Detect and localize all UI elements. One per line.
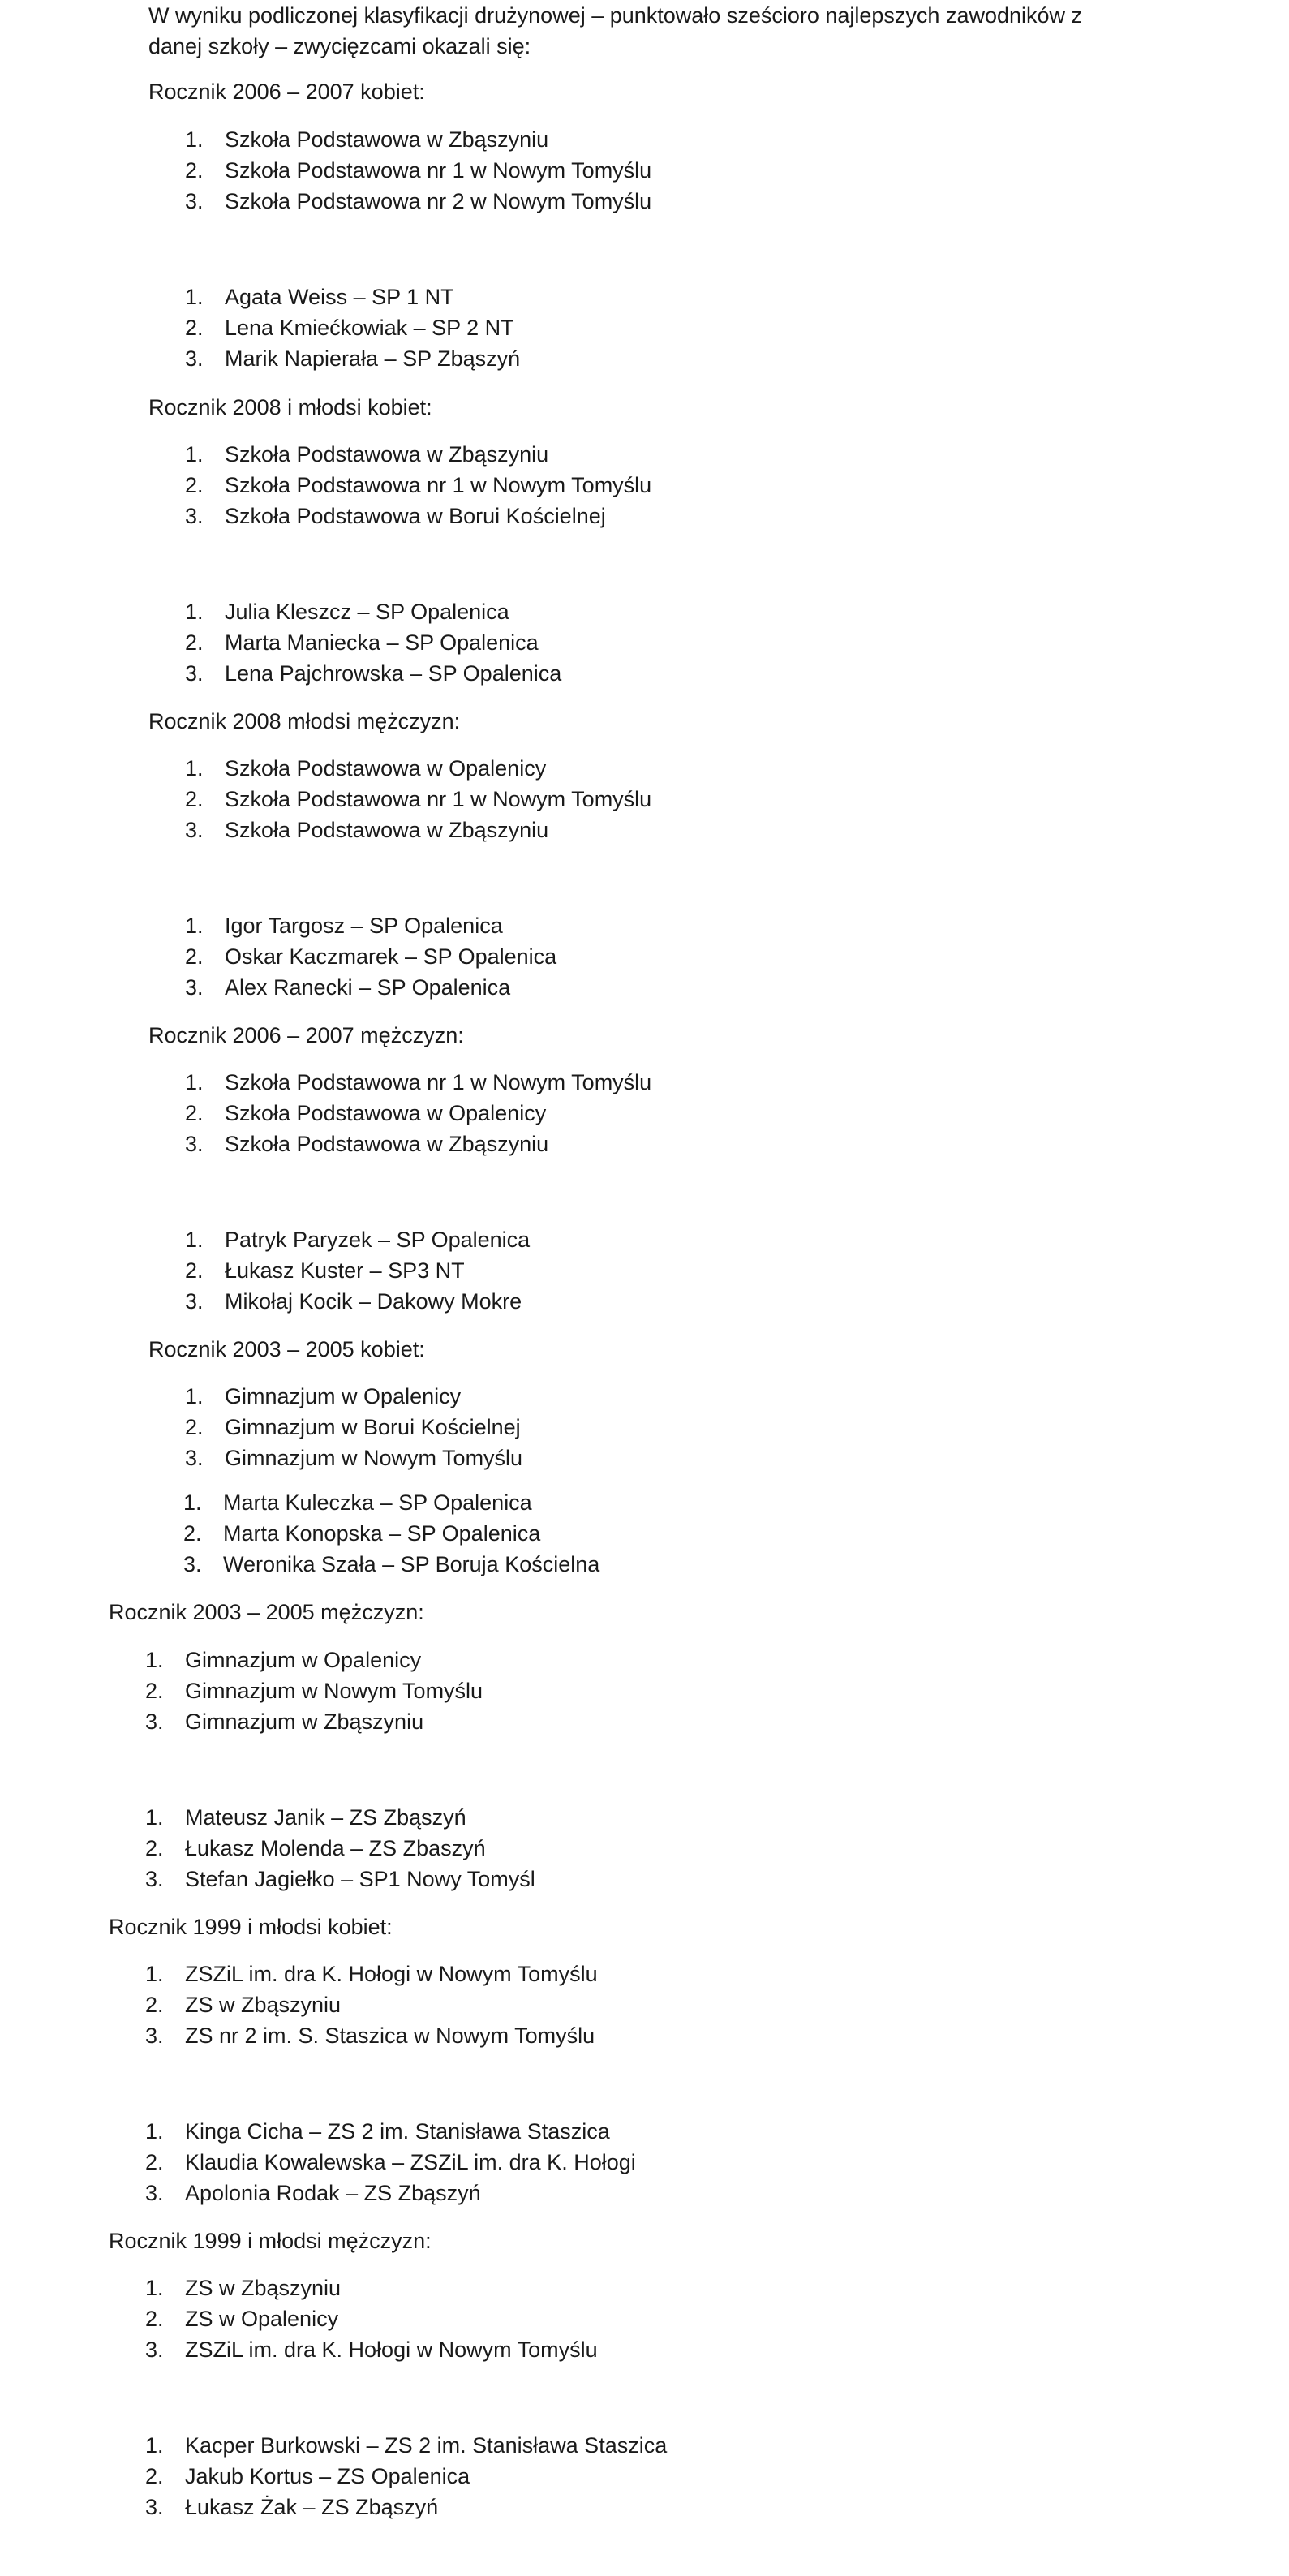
individual-results-list [185,596,562,689]
section-heading: Rocznik 2003 – 2005 kobiet: [148,1337,425,1361]
list-item: 3. Szkoła Podstawowa w Borui Kościelnej [185,504,606,528]
list-item: 2. Oskar Kaczmarek – SP Opalenica [185,944,557,969]
list-item: 1. Szkoła Podstawowa nr 1 w Nowym Tomyślu [185,1070,652,1094]
list-item: 1. ZSZiL im. dra K. Hołogi w Nowym Tomyślu [145,1962,598,1986]
list-item: 1. Gimnazjum w Opalenicy [185,1384,462,1408]
section-heading: Rocznik 2006 – 2007 mężczyzn: [148,1023,464,1047]
team-results-list [145,2273,598,2365]
list-item: 2. Łukasz Molenda – ZS Zbaszyń [145,1836,486,1860]
team-results-list [185,1067,652,1159]
section-heading: Rocznik 1999 i młodsi mężczyzn: [109,2229,432,2253]
list-item: 3. Apolonia Rodak – ZS Zbąszyń [145,2181,481,2205]
individual-results-list [185,282,521,374]
list-item: 2. Szkoła Podstawowa nr 1 w Nowym Tomyślu [185,787,652,811]
intro-line-1: W wyniku podliczonej klasyfikacji drużynowej – punktowało sześcioro najlepszych zawodników z [148,3,1083,28]
list-item: 1. Szkoła Podstawowa w Zbąszyniu [185,442,549,467]
list-item: 2. Szkoła Podstawowa w Opalenicy [185,1101,547,1125]
list-item: 1. Kinga Cicha – ZS 2 im. Stanisława Staszica [145,2119,610,2144]
intro-paragraph [148,0,1122,62]
list-item: 2. Gimnazjum w Nowym Tomyślu [145,1679,483,1703]
list-item: 3. Szkoła Podstawowa w Zbąszyniu [185,818,549,842]
list-item: 3. Alex Ranecki – SP Opalenica [185,975,511,1000]
individual-results-list [185,910,557,1003]
list-item: 1. Igor Targosz – SP Opalenica [185,914,503,938]
list-item: 1. Julia Kleszcz – SP Opalenica [185,600,509,624]
section-heading: Rocznik 2003 – 2005 mężczyzn: [109,1600,424,1624]
list-item: 1. Gimnazjum w Opalenicy [145,1648,422,1672]
list-item: 1. Marta Kuleczka – SP Opalenica [183,1490,532,1515]
list-item: 3. Lena Pajchrowska – SP Opalenica [185,661,562,686]
list-item: 3. Szkoła Podstawowa w Zbąszyniu [185,1132,549,1156]
list-item: 1. Mateusz Janik – ZS Zbąszyń [145,1805,466,1830]
list-item: 2. Jakub Kortus – ZS Opalenica [145,2464,470,2488]
list-item: 2. Lena Kmiećkowiak – SP 2 NT [185,316,514,340]
section-heading: Rocznik 2006 – 2007 kobiet: [148,80,425,104]
individual-results-list [145,2430,668,2522]
list-item: 1. Szkoła Podstawowa w Zbąszyniu [185,127,549,152]
list-item: 3. ZSZiL im. dra K. Hołogi w Nowym Tomyślu [145,2337,598,2362]
list-item: 2. ZS w Zbąszyniu [145,1993,342,2017]
list-item: 3. Stefan Jagiełko – SP1 Nowy Tomyśl [145,1867,535,1891]
list-item: 3. Mikołaj Kocik – Dakowy Mokre [185,1289,522,1314]
list-item: 3. Gimnazjum w Zbąszyniu [145,1709,424,1734]
individual-results-list [145,1802,535,1894]
list-item: 2. Szkoła Podstawowa nr 1 w Nowym Tomyślu [185,158,652,183]
intro-line-2: danej szkoły – zwycięzcami okazali się: [148,34,531,58]
individual-results-list [145,2116,636,2208]
list-item: 2. Łukasz Kuster – SP3 NT [185,1258,465,1283]
section-heading: Rocznik 1999 i młodsi kobiet: [109,1915,393,1939]
list-item: 1. Patryk Paryzek – SP Opalenica [185,1228,531,1252]
section-heading: Rocznik 2008 i młodsi kobiet: [148,395,432,419]
list-item: 2. Marta Maniecka – SP Opalenica [185,630,539,655]
list-item: 3. Szkoła Podstawowa nr 2 w Nowym Tomyślu [185,189,652,213]
list-item: 2. Gimnazjum w Borui Kościelnej [185,1415,521,1439]
list-item: 2. Klaudia Kowalewska – ZSZiL im. dra K. Hołogi [145,2150,636,2174]
section-heading: Rocznik 2008 młodsi mężczyzn: [148,709,461,733]
list-item: 2. ZS w Opalenicy [145,2307,339,2331]
team-results-list [185,1381,523,1473]
team-results-list [185,124,652,217]
team-results-list [145,1645,483,1737]
list-item: 3. Marik Napierała – SP Zbąszyń [185,346,521,371]
individual-results-list [185,1224,531,1317]
individual-results-list [183,1487,600,1580]
list-item: 1. Kacper Burkowski – ZS 2 im. Stanisława Staszica [145,2433,668,2458]
team-results-list [185,753,652,845]
list-item: 3. ZS nr 2 im. S. Staszica w Nowym Tomyślu [145,2023,595,2048]
team-results-list [145,1959,598,2051]
list-item: 2. Marta Konopska – SP Opalenica [183,1521,541,1546]
team-results-list [185,439,652,531]
list-item: 1. Agata Weiss – SP 1 NT [185,285,454,309]
list-item: 2. Szkoła Podstawowa nr 1 w Nowym Tomyślu [185,473,652,497]
list-item: 3. Łukasz Żak – ZS Zbąszyń [145,2495,439,2519]
list-item: 3. Gimnazjum w Nowym Tomyślu [185,1446,523,1470]
list-item: 1. ZS w Zbąszyniu [145,2276,342,2300]
list-item: 1. Szkoła Podstawowa w Opalenicy [185,756,547,781]
list-item: 3. Weronika Szała – SP Boruja Kościelna [183,1552,600,1576]
